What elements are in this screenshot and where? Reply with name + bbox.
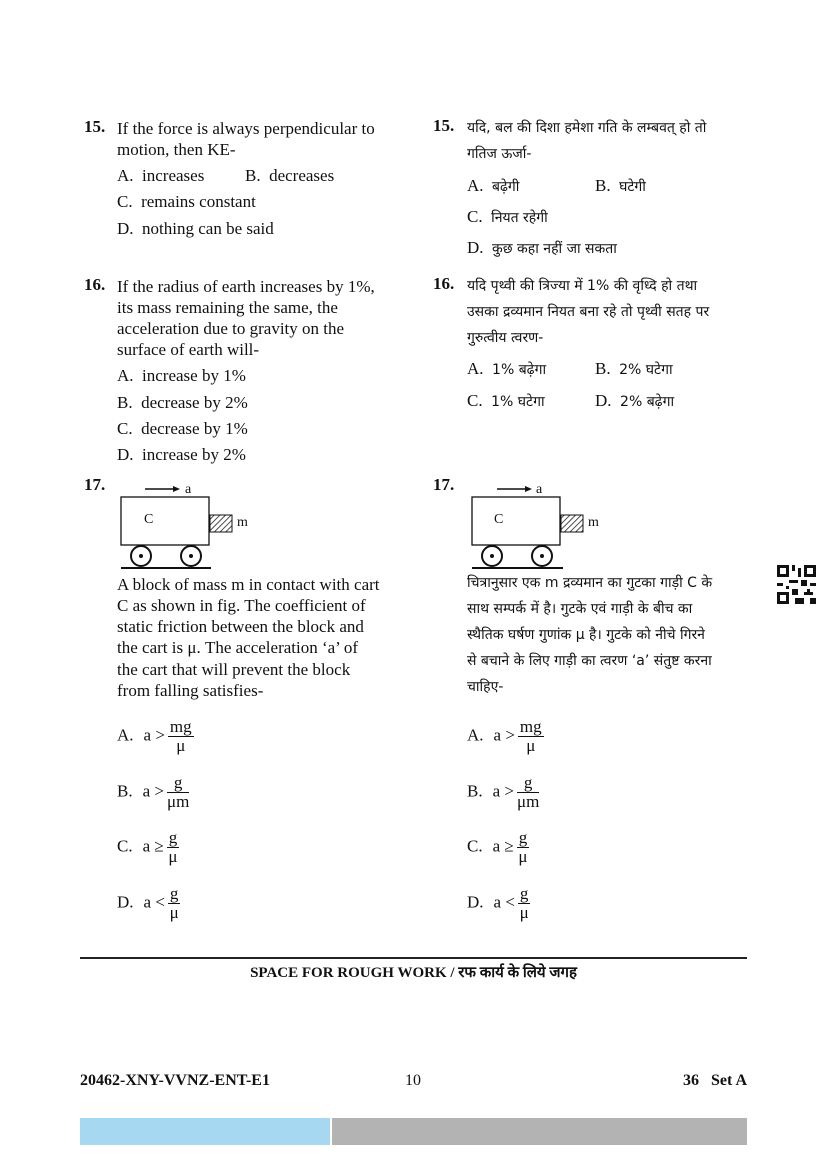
q15-text: motion, then KE-	[117, 140, 236, 159]
cart	[121, 497, 209, 545]
q17-hi-option-c[interactable]: C. a ≥ $\frac{g}{\mu}$	[467, 828, 528, 866]
q17-text: the cart is μ. The acceleration ‘a’ of	[117, 638, 358, 657]
q16-hi-number: 16.	[433, 274, 455, 293]
q16-text: acceleration due to gravity on the	[117, 319, 345, 338]
q17-hi-text: से बचाने के लिए गाड़ी का त्वरण ‘a’ संतुष्ट करना	[467, 653, 712, 669]
q17-option-c[interactable]: C. a ≥ $\frac{g}{\mu}$	[117, 828, 178, 866]
q16-hi-option-a[interactable]: A. 1% बढ़ेगा	[467, 359, 547, 378]
set-label: 36 Set A	[683, 1072, 747, 1089]
q17-text: from falling satisfies-	[117, 681, 264, 700]
q15-text: If the force is always perpendicular to	[117, 119, 375, 138]
q16-option-a[interactable]: A. increase by 1%	[117, 366, 246, 385]
paper-code: 20462-XNY-VVNZ-ENT-E1	[80, 1072, 270, 1089]
q15-hi-option-b[interactable]: B. घटेगी	[595, 176, 646, 195]
q16-option-b[interactable]: B. decrease by 2%	[117, 393, 248, 412]
q17-hi-option-a[interactable]: A. a > $\frac{mg}{\mu}$	[467, 717, 542, 755]
accel-label: a	[536, 482, 543, 497]
q16-hi-text: उसका द्रव्यमान नियत बना रहे तो पृथ्वी सतह पर	[467, 304, 710, 320]
q16-text: surface of earth will-	[117, 340, 260, 359]
q16-hi-option-b[interactable]: B. 2% घटेगा	[595, 359, 673, 378]
q17-text: static friction between the block and	[117, 617, 364, 636]
q17-hi-option-b[interactable]: B. a > $\frac{g}{\mu m}$	[467, 773, 540, 811]
cart-label: C	[494, 512, 504, 527]
footer-bar-left	[80, 1118, 330, 1145]
block-label: m	[237, 515, 248, 530]
q17-hi-text: चित्रानुसार एक m द्रव्यमान का गुटका गाड़ी C के	[467, 575, 713, 591]
footer-bar-right	[332, 1118, 747, 1145]
cart-label: C	[144, 512, 154, 527]
q15-number: 15.	[84, 117, 106, 136]
q16-option-d[interactable]: D. increase by 2%	[117, 445, 246, 464]
q17-hi-option-d[interactable]: D. a < $\frac{g}{\mu}$	[467, 884, 529, 922]
q15-hi-option-c[interactable]: C. नियत रहेगी	[467, 207, 548, 226]
q17-number: 17.	[84, 475, 106, 494]
q16-option-c[interactable]: C. decrease by 1%	[117, 419, 248, 438]
q16-hi-option-d[interactable]: D. 2% बढ़ेगा	[595, 391, 675, 410]
q17-hi-text: साथ सम्पर्क में है। गुटके एवं गाड़ी के बीच का	[467, 601, 693, 617]
qr-code-icon	[777, 565, 816, 604]
q17-hi-text: चाहिए-	[467, 679, 504, 695]
q15-hi-text: यदि, बल की दिशा हमेशा गति के लम्बवत् हो तो	[467, 120, 707, 136]
q17-hi-number: 17.	[433, 475, 455, 494]
q17-option-b[interactable]: B. a > $\frac{g}{\mu m}$	[117, 773, 190, 811]
q17-hi-text: स्थैतिक घर्षण गुणांक μ है। गुटके को नीचे गिरने	[467, 627, 705, 643]
page-number: 10	[405, 1072, 421, 1089]
q16-number: 16.	[84, 275, 106, 294]
q17-option-a[interactable]: A. a > $\frac{mg}{\mu}$	[117, 717, 192, 755]
q15-hi-option-a[interactable]: A. बढ़ेगी	[467, 176, 520, 195]
q15-option-b[interactable]: B. decreases	[245, 166, 335, 185]
q17-text: the cart that will prevent the block	[117, 660, 351, 679]
q15-option-d[interactable]: D. nothing can be said	[117, 219, 274, 238]
q15-hi-text: गतिज ऊर्जा-	[467, 146, 532, 162]
q15-hi-option-d[interactable]: D. कुछ कहा नहीं जा सकता	[467, 238, 617, 257]
q16-hi-option-c[interactable]: C. 1% घटेगा	[467, 391, 545, 410]
accel-label: a	[185, 482, 192, 497]
q15-option-c[interactable]: C. remains constant	[117, 192, 256, 211]
q15-hi-number: 15.	[433, 116, 455, 135]
q16-text: its mass remaining the same, the	[117, 298, 338, 317]
q16-text: If the radius of earth increases by 1%,	[117, 277, 375, 296]
block	[210, 515, 232, 532]
q17-text: C as shown in fig. The coefficient of	[117, 596, 366, 615]
q17-text: A block of mass m in contact with cart	[117, 575, 380, 594]
q15-option-a[interactable]: A. increases	[117, 166, 205, 185]
q16-hi-text: गुरुत्वीय त्वरण-	[467, 330, 544, 346]
q16-hi-text: यदि पृथ्वी की त्रिज्या में 1% की वृध्दि हो तथा	[467, 278, 698, 294]
rough-work-heading: SPACE FOR ROUGH WORK / रफ कार्य के लिये जगह	[250, 965, 577, 981]
block-label: m	[588, 515, 599, 530]
divider	[80, 957, 747, 959]
q17-option-d[interactable]: D. a < $\frac{g}{\mu}$	[117, 884, 179, 922]
